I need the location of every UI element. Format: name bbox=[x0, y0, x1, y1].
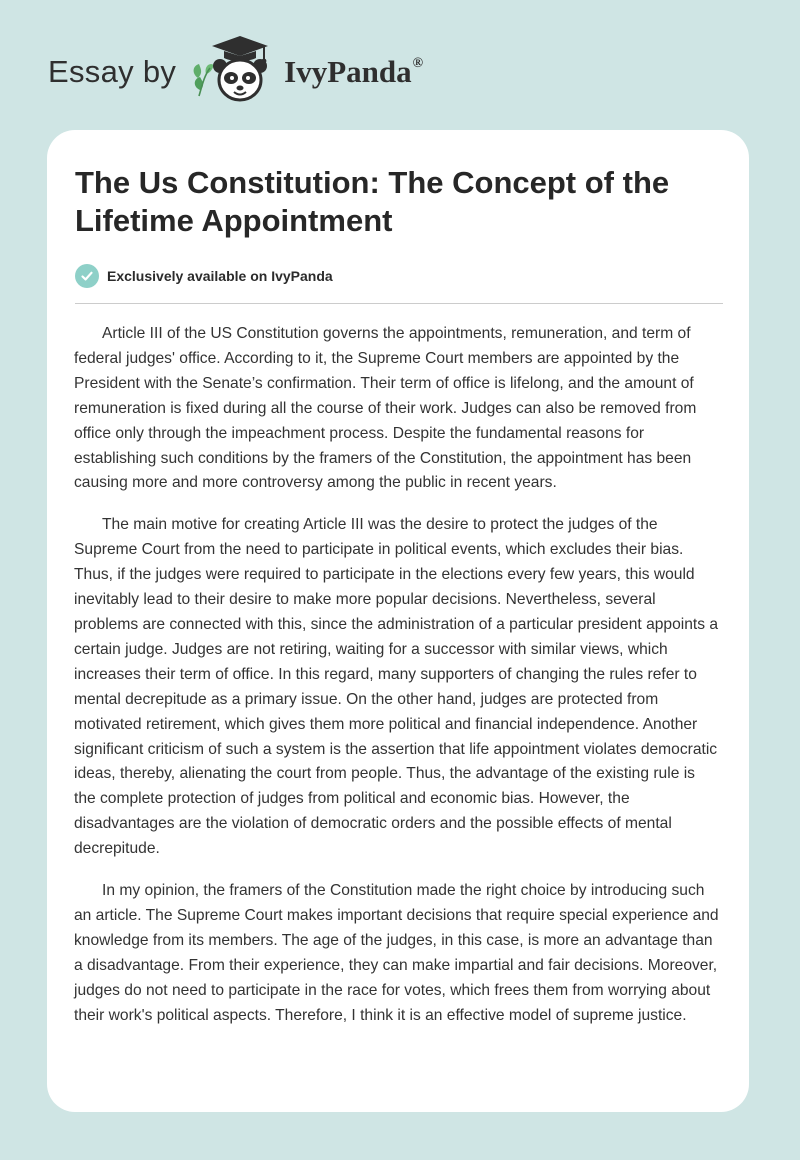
exclusive-badge bbox=[75, 264, 333, 288]
trademark-symbol: ® bbox=[412, 56, 424, 71]
essay-by-label: Essay by bbox=[48, 54, 177, 89]
exclusive-label: Exclusively available on IvyPanda bbox=[107, 268, 333, 284]
page-title: The Us Constitution: The Concept of the Lifetime Appointment bbox=[75, 165, 670, 238]
panda-logo-icon[interactable] bbox=[190, 34, 276, 111]
essay-body bbox=[74, 322, 720, 1045]
brand-text: IvyPanda bbox=[284, 54, 412, 89]
divider bbox=[75, 303, 723, 304]
ivy-leaf-icon bbox=[194, 64, 214, 96]
essay-card bbox=[47, 130, 749, 1112]
paragraph-1: Article III of the US Constitution governs the appointments, remuneration, and term of federal judges' office. According to it, the Supreme Court members are appointed by the President with the Senate’s confirmation. Their term of office is lifelong, and the amount of remuneration is fixed during all the course of their work. Judges can also be removed from office only through the impeachment process. Despite the fundamental reasons for establishing such conditions by the framers of the Constitution, the appointment has been causing more and more controversy among the public in recent years. bbox=[74, 325, 697, 492]
site-header bbox=[48, 36, 423, 108]
check-icon bbox=[75, 264, 99, 288]
paragraph-2: The main motive for creating Article III was the desire to protect the judges of the Supreme Court from the need to participate in political events, which excludes their bias. Thus, if the judges were required to participate in the elections every few years, this would inevitably lead to their desire to make more popular decisions. Nevertheless, several problems are connected with this, since the administration of a particular president appoints a certain judge. Judges are not retiring, waiting for a successor with similar views, which increases their term of office. In this regard, many supporters of changing the rules refer to mental decrepitude as a primary issue. On the other hand, judges are protected from motivated retirement, which gives them more political and financial independence. Another significant criticism of such a system is the assertion that life appointment violates democratic ideas, thereby, alienating the court from people. Thus, the advantage of the existing rule is the complete protection of judges from political and economic bias. However, the disadvantages are the violation of democratic orders and the possible effects of mental decrepitude. bbox=[74, 516, 719, 858]
panda-graduate-icon bbox=[190, 34, 276, 106]
brand-name[interactable] bbox=[284, 54, 423, 90]
paragraph-3: In my opinion, the framers of the Constitution made the right choice by introducing such an article. The Supreme Court makes important decisions that require special experience and knowledge from its members. The age of the judges, in this case, is more an advantage than a disadvantage. From their experience, they can make impartial and fair decisions. Moreover, judges do not need to participate in the race for votes, which frees them from worrying about their work's political aspects. Therefore, I think it is an effective model of supreme justice. bbox=[74, 882, 719, 1024]
